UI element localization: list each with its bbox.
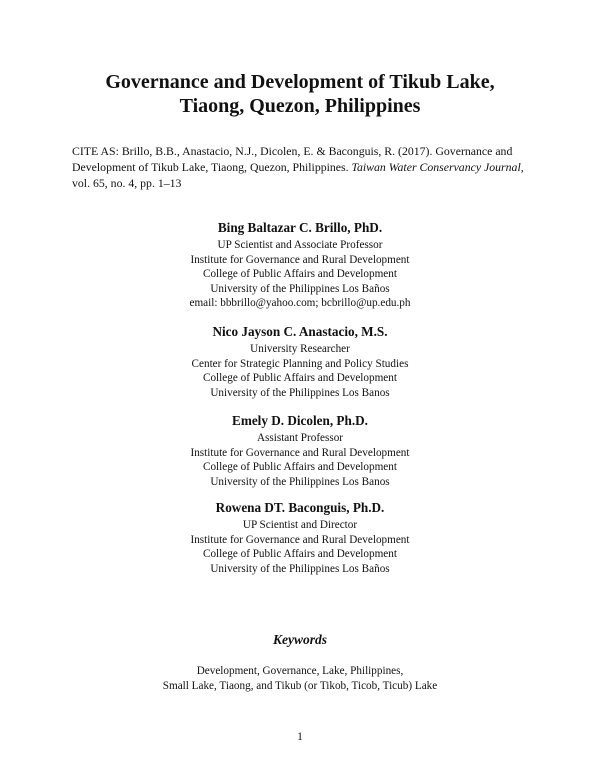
author-center: Center for Strategic Planning and Policy Studies: [191, 357, 409, 370]
author-position: Assistant Professor: [256, 432, 344, 444]
author-name: Emely D. Dicolen, Ph.D.: [232, 413, 368, 428]
keywords-list: [80, 664, 520, 694]
author-block-2: [100, 323, 500, 400]
author-college: College of Public Affairs and Development: [203, 461, 397, 473]
keywords-line-1: Development, Governance, Lake, Philippines,: [196, 665, 404, 677]
author-college: College of Public Affairs and Development: [203, 268, 397, 280]
keywords-heading: Keywords: [273, 632, 327, 647]
author-name: Nico Jayson C. Anastacio, M.S.: [212, 324, 388, 339]
author-position: UP Scientist and Director: [242, 519, 358, 531]
author-position: University Researcher: [250, 343, 350, 355]
author-institute: Institute for Governance and Rural Development: [190, 446, 410, 459]
title-line-1: Governance and Development of Tikub Lake,: [105, 71, 495, 93]
author-institute: Institute for Governance and Rural Development: [190, 533, 410, 546]
citation-suffix: vol. 65, no. 4, pp. 1–13: [72, 176, 182, 190]
page-number: 1: [297, 731, 303, 743]
author-name: Bing Baltazar C. Brillo, PhD.: [217, 220, 383, 235]
author-college: College of Public Affairs and Development: [203, 548, 397, 560]
author-college: College of Public Affairs and Development: [203, 372, 397, 384]
author-name: Rowena DT. Baconguis, Ph.D.: [215, 500, 385, 515]
author-university: University of the Philippines Los Baños: [210, 282, 390, 295]
author-email: email: bbbrillo@yahoo.com; bcbrillo@up.edu.ph: [189, 297, 411, 309]
citation-journal: Taiwan Water Conservancy Journal,: [351, 160, 524, 174]
author-block-1: [100, 219, 500, 311]
author-block-3: [100, 412, 500, 489]
author-position: UP Scientist and Associate Professor: [217, 239, 383, 251]
author-university: University of the Philippines Los Banos: [210, 386, 390, 399]
title-line-2: Tiaong, Quezon, Philippines: [179, 95, 421, 117]
author-block-4: [100, 499, 500, 576]
keywords-line-2: Small Lake, Tiaong, and Tikub (or Tikob, Ticob, Ticub) Lake: [162, 680, 438, 692]
citation-prefix: CITE AS: Brillo, B.B., Anastacio, N.J., Dicolen, E. & Baconguis, R. (2017). Governance and Development of Tikub Lake, Tiaong, Quezon, Philippines.: [72, 144, 513, 174]
citation: [72, 143, 532, 191]
author-university: University of the Philippines Los Banos: [210, 475, 390, 488]
author-university: University of the Philippines Los Baños: [210, 562, 390, 575]
paper-title: [60, 70, 540, 118]
author-institute: Institute for Governance and Rural Development: [190, 253, 410, 266]
